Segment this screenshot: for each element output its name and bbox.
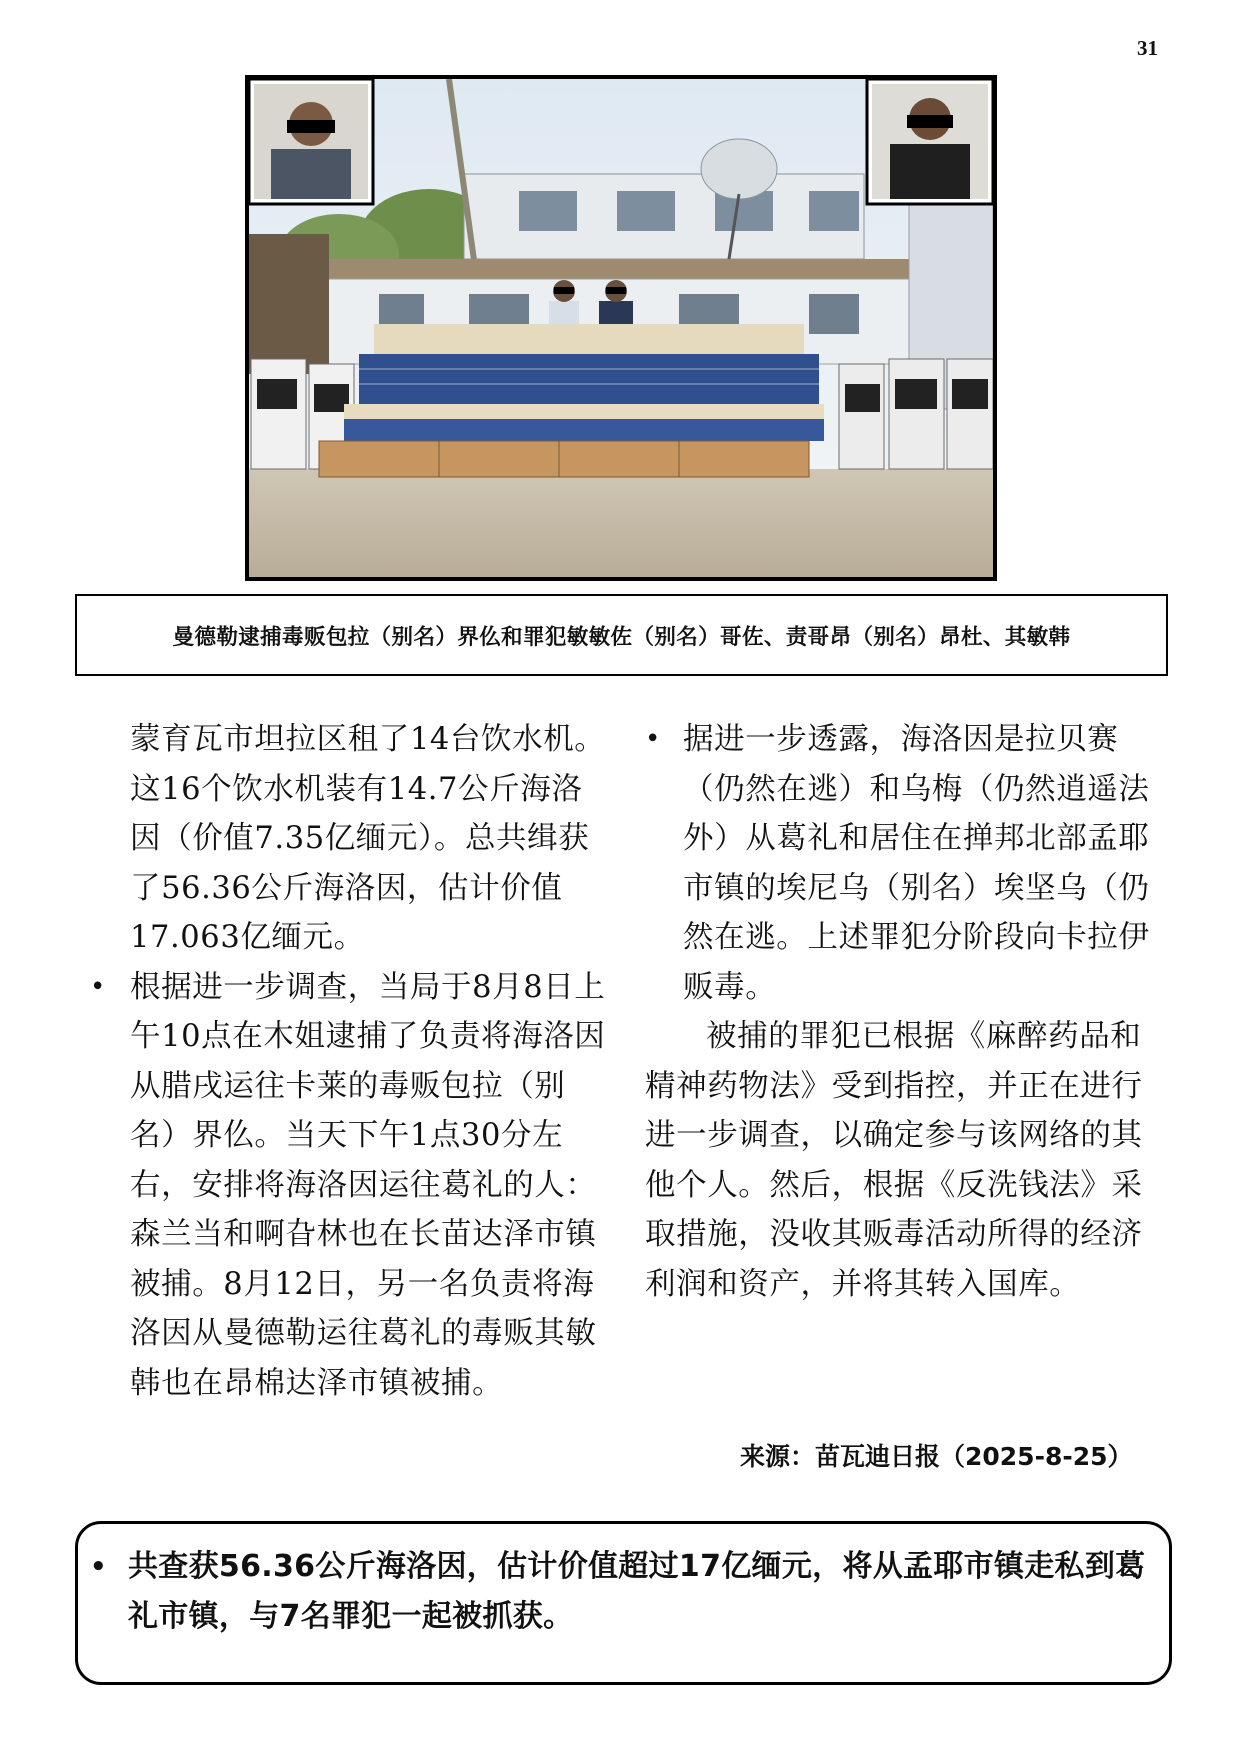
seizure-photo <box>245 75 997 581</box>
photo-caption <box>75 594 1168 676</box>
paragraph: 蒙育瓦市坦拉区租了14台饮水机。这16个饮水机装有14.7公斤海洛因（价值7.35亿缅元）。总共缉获了56.36公斤海洛因，估计价值17.063亿缅元。 <box>130 722 606 955</box>
bullet-paragraph: • 据进一步透露，海洛因是拉贝赛（仍然在逃）和乌梅（仍然逍遥法外）从葛礼和居住在掸邦北部孟耶市镇的埃尼乌（别名）埃坚乌（仍然在逃。上述罪犯分阶段向卡拉伊贩毒。 <box>645 715 1165 1012</box>
summary-text: • 共查获56.36公斤海洛因，估计价值超过17亿缅元，将从孟耶市镇走私到葛礼市镇，与7名罪犯一起被抓获。 <box>128 1542 1153 1642</box>
source-credit: 来源：苗瓦迪日报（2025-8-25） <box>740 1442 1133 1471</box>
paragraph: 被捕的罪犯已根据《麻醉药品和精神药物法》受到指控，并正在进行进一步调查，以确定参与该网络的其他个人。然后，根据《反洗钱法》采取措施，没收其贩毒活动所得的经济利润和资产，并将其转入国库。 <box>645 1019 1143 1302</box>
page-number: 31 <box>1137 36 1158 60</box>
caption-text: 曼德勒逮捕毒贩包拉（别名）界仫和罪犯敏敏佐（别名）哥佐、责哥昂（别名）昂杜、其敏韩 <box>172 624 1071 650</box>
left-column <box>130 715 610 1408</box>
bullet-paragraph: • 根据进一步调查，当局于8月8日上午10点在木姐逮捕了负责将海洛因从腊戌运往卡莱的毒贩包拉（别名）界仫。当天下午1点30分左右，安排将海洛因运往葛礼的人：森兰当和啊旮林也在长苗达泽市镇被捕。8月12日，另一名负责将海洛因从曼德勒运往葛礼的毒贩其敏韩也在昂棉达泽市镇被捕。 <box>130 963 610 1409</box>
right-column <box>645 715 1165 1309</box>
summary-box <box>75 1521 1172 1685</box>
